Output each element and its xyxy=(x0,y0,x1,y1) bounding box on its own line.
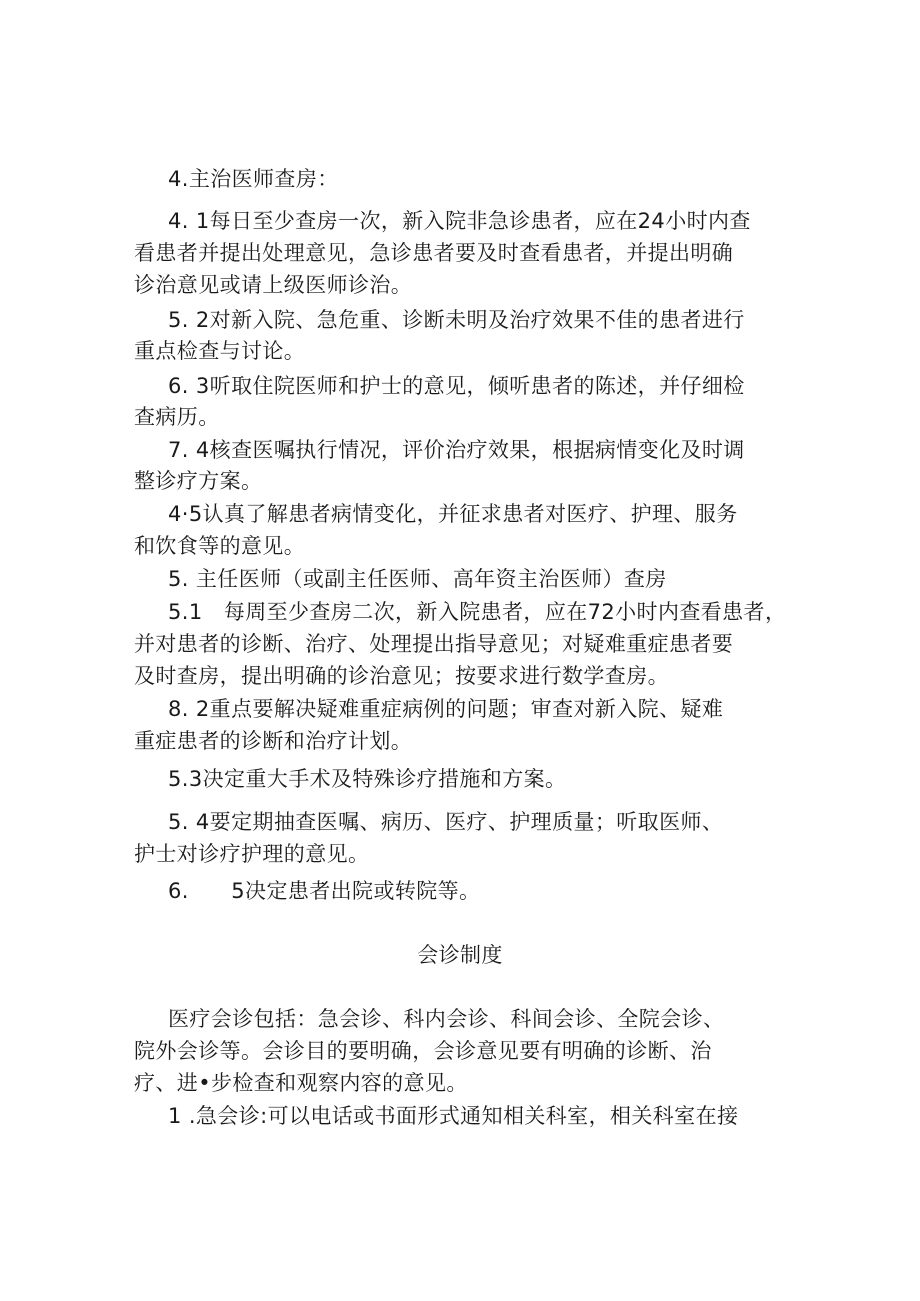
item-5-5: 6. 5决定患者出院或转院等。 xyxy=(168,879,481,903)
item-4-1-line-1: 4. 1每日至少查房一次，新入院非急诊患者，应在24小时内查 xyxy=(168,209,751,233)
section-heading-chief-rounds: 5. 主任医师（或副主任医师、高年资主治医师）查房 xyxy=(168,567,667,591)
item-5-1-line-1: 5.1 每周至少查房二次，新入院患者，应在72小时内查看患者， xyxy=(168,600,787,624)
item-5-2-line-1: 8. 2重点要解决疑难重症病例的问题；审查对新入院、疑难 xyxy=(168,697,724,721)
item-5-4-line-2: 护士对诊疗护理的意见。 xyxy=(134,842,370,866)
item-4-3-line-2: 查病历。 xyxy=(134,405,220,429)
item-5-4-line-1: 5. 4要定期抽查医嘱、病历、医疗、护理质量；听取医师、 xyxy=(168,810,724,834)
section-heading-attending-rounds: 4.主治医师查房： xyxy=(168,167,339,191)
item-5-1-line-3: 及时查房，提出明确的诊治意见；按要求进行数学查房。 xyxy=(134,664,669,688)
item-4-5-line-2: 和饮食等的意见。 xyxy=(134,534,306,558)
item-5-2-line-2: 重症患者的诊断和治疗计划。 xyxy=(134,729,413,753)
item-5-3: 5.3决定重大手术及特殊诊疗措施和方案。 xyxy=(168,767,567,791)
item-5-1-line-2: 并对患者的诊断、治疗、处理提出指导意见；对疑难重症患者要 xyxy=(134,632,734,656)
item-4-4-line-2: 整诊疗方案。 xyxy=(134,469,263,493)
item-4-1-line-2: 看患者并提出处理意见，急诊患者要及时查看患者，并提出明确 xyxy=(134,241,734,265)
consult-item-1: 1 .急会诊:可以电话或书面形式通知相关科室，相关科室在接 xyxy=(168,1104,739,1128)
consult-intro-line-1: 医疗会诊包括：急会诊、科内会诊、科间会诊、全院会诊、 xyxy=(168,1007,725,1031)
item-4-1-line-3: 诊治意见或请上级医师诊治。 xyxy=(134,273,413,297)
consultation-system-title: 会诊制度 xyxy=(417,943,503,967)
item-4-5-line-1: 4·5认真了解患者病情变化，并征求患者对医疗、护理、服务 xyxy=(168,502,738,526)
item-4-4-line-1: 7. 4核查医嘱执行情况，评价治疗效果，根据病情变化及时调 xyxy=(168,438,745,462)
item-4-2-line-2: 重点检查与讨论。 xyxy=(134,339,306,363)
consult-intro-line-3: 疗、进•步检查和观察内容的意见。 xyxy=(134,1071,468,1095)
item-4-3-line-1: 6. 3听取住院医师和护士的意见，倾听患者的陈述，并仔细检 xyxy=(168,374,745,398)
item-4-2-line-1: 5. 2对新入院、急危重、诊断未明及治疗效果不佳的患者进行 xyxy=(168,308,745,332)
consult-intro-line-2: 院外会诊等。会诊目的要明确，会诊意见要有明确的诊断、治 xyxy=(134,1039,712,1063)
